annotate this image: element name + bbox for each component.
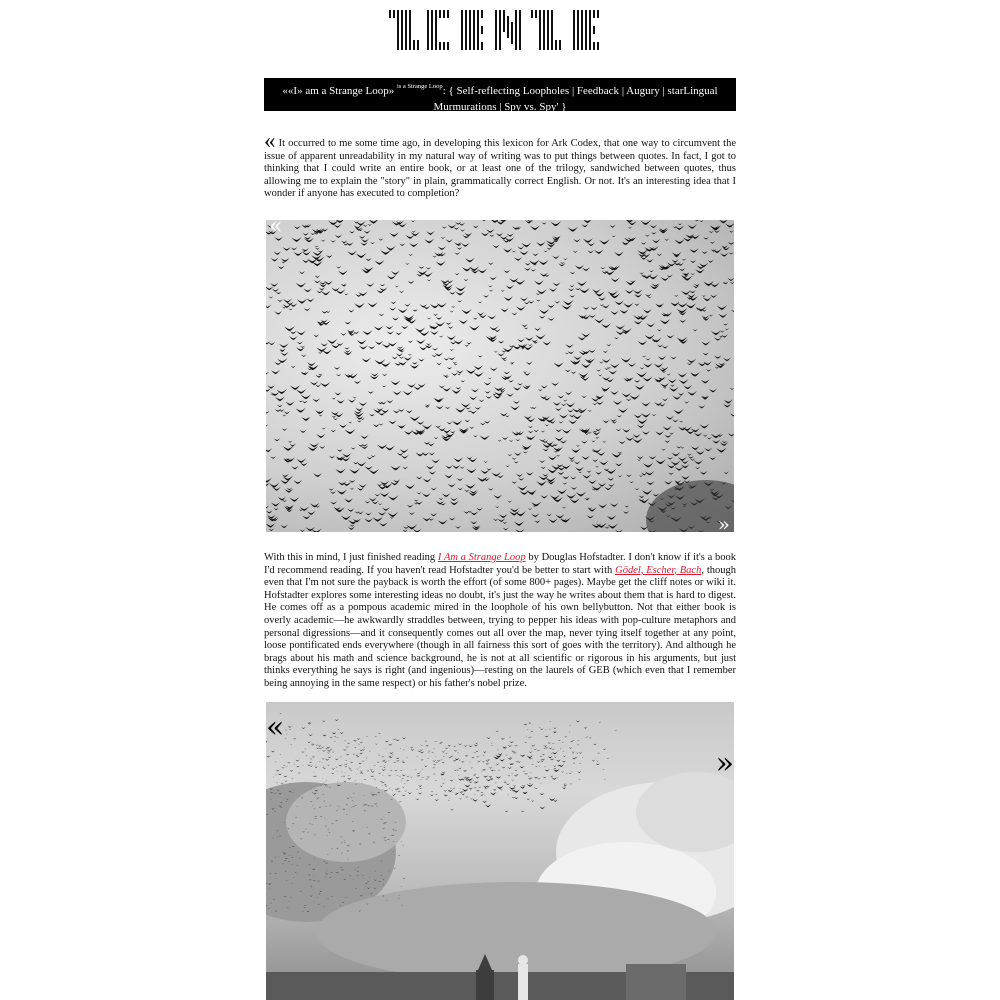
nav-link-feedback[interactable]: Feedback xyxy=(576,85,620,97)
murmuration-image xyxy=(266,702,734,1000)
photo-2-close-quote: » xyxy=(715,746,734,781)
nav-link-augury[interactable]: Augury xyxy=(626,85,660,97)
nav-current-sup: is a Strange Loop xyxy=(396,83,443,90)
nav-current-page: ««I» am a Strange Loop» xyxy=(282,85,395,97)
nav-link-self-reflecting-loopholes[interactable]: Self-reflecting Loopholes xyxy=(456,85,570,97)
site-logo[interactable] xyxy=(387,10,613,50)
paragraph-2-text-c: , though even that I'm not sure the payback is worth the effort (of some 800+ pages). Maybe get the cliff notes or wiki it. Hofstadter explores some interesting ideas no doubt, it's just the way he writes about them that is hard to digest. He comes off as a pompous academic mired in the loophole of his own bellybutton. Not that either book is overly academic—he awkwardly straddles between, trying to pepper his ideas with pop-culture metaphors and personal digressions—and it consequently comes out all over the map, never tying itself together at any point, loose pontificated ends everywhere (though in all fairness this sort of goes with the territory). And although he brags about his math and science background, he is not at all scientific or rigorous in his arguments, but just thinks everything he says is right (and ingenious)—resting on the laurels of GEB (which even that I remember being annoying in the same respect) or his father's nobel prize. xyxy=(264,564,736,689)
photo-starling-flock xyxy=(266,220,734,532)
link-godel-escher-bach[interactable]: Gödel, Escher, Bach xyxy=(615,564,702,576)
flock-image xyxy=(266,220,734,532)
open-quote-mark: « xyxy=(264,128,276,153)
paragraph-1-text: It occurred to me some time ago, in developing this lexicon for Ark Codex, that one way to circumvent the issue of apparent unreadability in my natural way of writing was to put things between quotes. In fact, I got to thinking that I could write an entire book, or at least one of the trilogy, sandwiched between quotes, thus allowing me to explain the "story" in plain, grammatically correct English. Or not. It's an interesting idea that I wonder if anyone has executed to completion? xyxy=(264,138,736,200)
photo-2-open-quote: « xyxy=(266,710,285,745)
paragraph-2-text-a: With this in mind, I just finished reading xyxy=(264,552,438,563)
photo-1-open-quote: « xyxy=(269,220,283,239)
paragraph-2-text-b: by Douglas Hofstadter. I don't know if it's a book I'd recommend reading. If you haven't read Hofstadter you'd be better to start with xyxy=(264,552,737,576)
article-paragraph-1 xyxy=(264,128,736,201)
nav-link-starlingual-murmurations[interactable]: starLingual Murmurations xyxy=(433,85,718,113)
photo-1-close-quote: » xyxy=(717,512,730,532)
photo-murmuration-over-city xyxy=(266,702,734,1000)
article-paragraph-2 xyxy=(264,552,736,691)
nav-close-brace: } xyxy=(561,100,567,113)
barcode-logo-icon xyxy=(387,10,613,50)
link-i-am-a-strange-loop[interactable]: I Am a Strange Loop xyxy=(437,552,526,563)
nav-link-spy-vs-spy[interactable]: Spy vs. Spy' xyxy=(504,100,559,113)
nav-open-brace: { xyxy=(448,85,454,97)
nav-bar: ««I» am a Strange Loop» $^{is a Strange Loop}$: { Self-reflecting Loopholes | Feedback | Augury | starLingual Murmurations | Spy vs. Spy' } xyxy=(264,78,736,111)
